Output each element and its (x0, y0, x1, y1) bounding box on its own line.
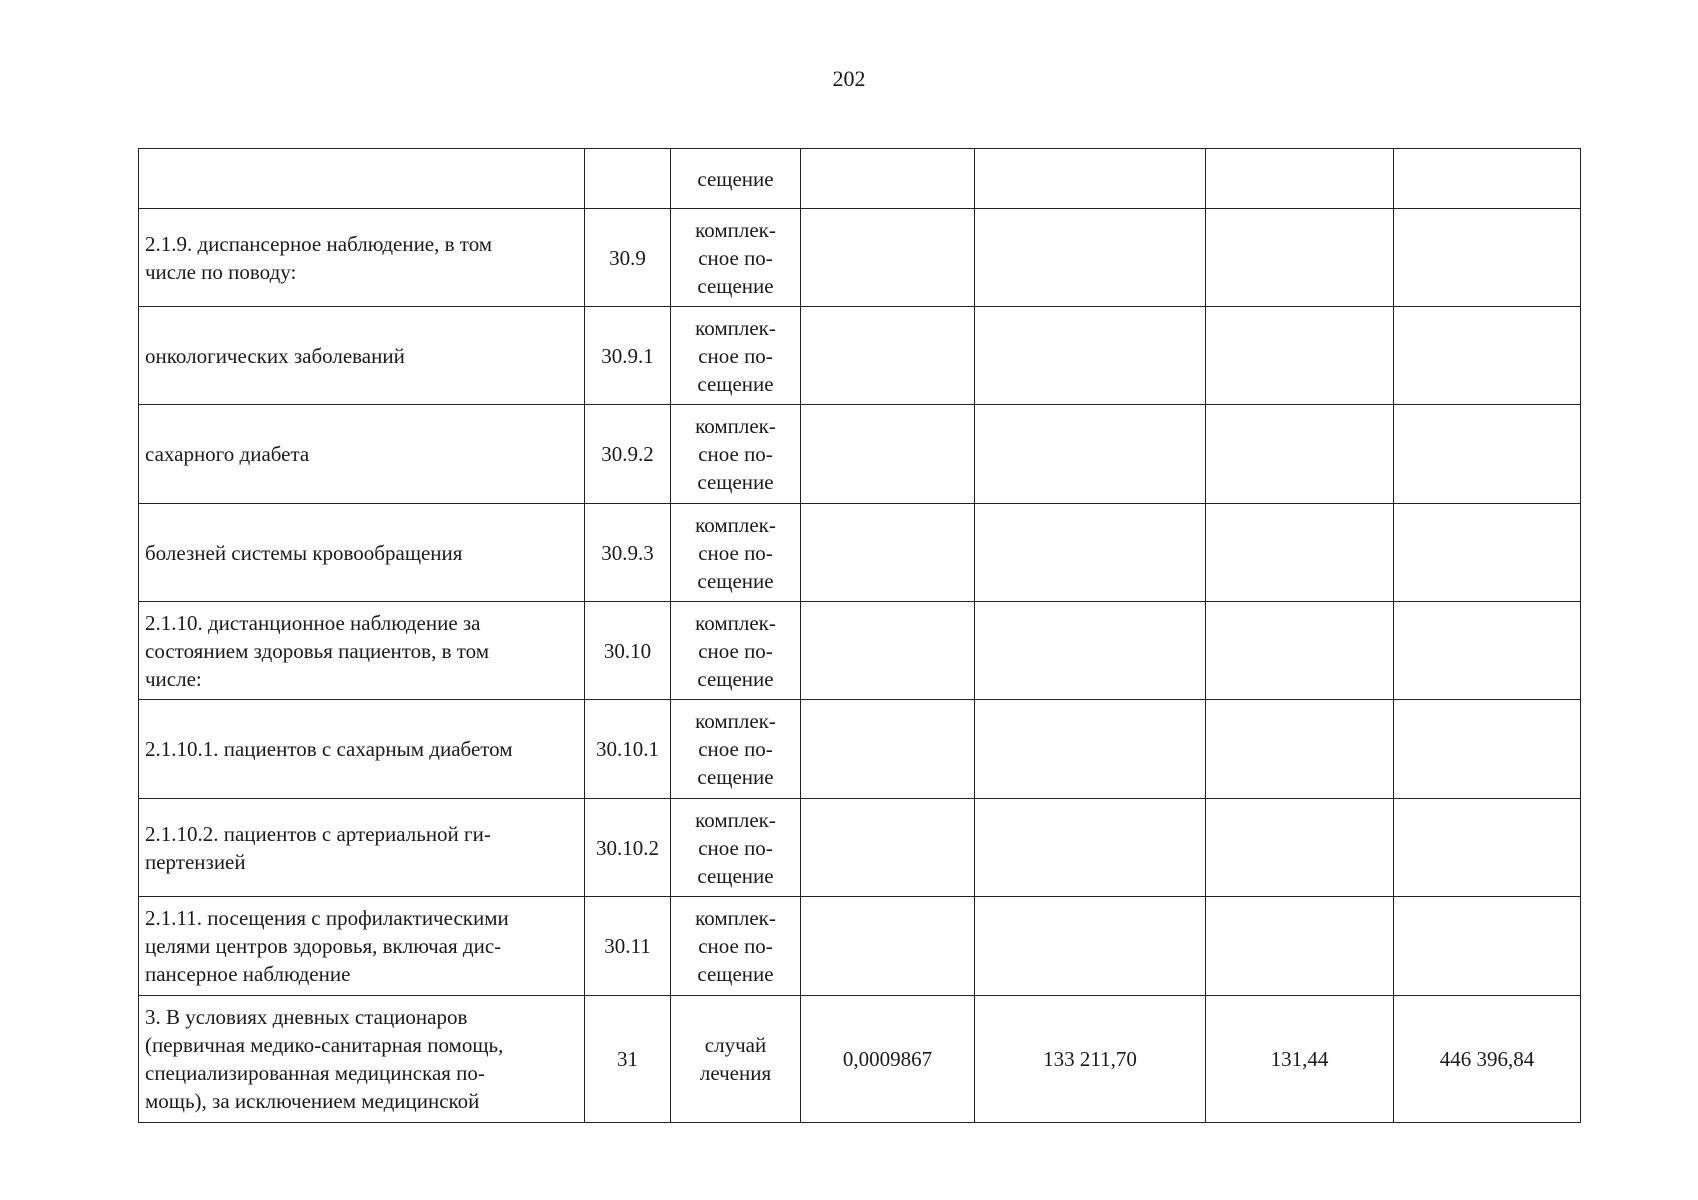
row-name-cell (139, 602, 585, 700)
row-code-cell: 30.9.1 (585, 307, 671, 405)
row-name-cell-line: 2.1.10.2. пациентов с артериальной ги- (145, 821, 491, 846)
table-row (139, 149, 1581, 209)
row-unit-cell-line: сещение (697, 666, 774, 691)
row-name-cell-line: 2.1.10. дистанционное наблюдение за (145, 610, 481, 635)
row-code-cell: 30.9.2 (585, 405, 671, 504)
row-unit-cell-line: сещение (697, 962, 774, 986)
row-name-cell (139, 307, 585, 405)
row-name-cell-line: (первичная медико-санитарная помощь, (145, 1033, 504, 1057)
row-value1-cell (801, 504, 975, 602)
table-row (139, 504, 1581, 602)
row-value4-cell: 446 396,84 (1394, 996, 1581, 1123)
row-value2-cell (975, 799, 1206, 897)
row-name-cell (139, 799, 585, 897)
row-unit-cell (671, 209, 801, 307)
row-value1-cell (801, 405, 975, 504)
row-name-cell (139, 209, 585, 307)
row-code-cell: 30.10 (585, 602, 671, 700)
row-value1-cell (801, 799, 975, 897)
row-value3-cell (1206, 405, 1394, 504)
row-code-cell: 30.10.1 (585, 700, 671, 799)
row-value2-cell (975, 897, 1206, 996)
row-unit-cell (671, 149, 801, 209)
table-row (139, 799, 1581, 897)
page-number: 202 (832, 66, 866, 91)
row-unit-cell-line: сещение (697, 166, 774, 191)
row-code-cell: 30.11 (585, 897, 671, 996)
row-value4-cell (1394, 405, 1581, 504)
table-row (139, 209, 1581, 307)
row-value2-cell (975, 149, 1206, 209)
row-code-cell: 30.10.2 (585, 799, 671, 897)
row-name-cell-line: 2.1.11. посещения с профилактическими (145, 906, 509, 930)
row-value2-cell (975, 405, 1206, 504)
row-name-cell (139, 405, 585, 504)
row-unit-cell-line: сещение (697, 568, 774, 593)
row-value3-cell (1206, 149, 1394, 209)
row-unit-cell-line: сещение (697, 863, 774, 888)
row-name-cell-line: онкологических заболеваний (145, 343, 405, 368)
row-value1-cell (801, 149, 975, 209)
row-unit-cell-line: комплек- (695, 709, 776, 733)
row-name-cell (139, 149, 585, 209)
row-value4-cell (1394, 700, 1581, 799)
row-value3-cell (1206, 799, 1394, 897)
row-name-cell-line: сахарного диабета (145, 442, 310, 466)
row-value2-cell: 133 211,70 (975, 996, 1206, 1123)
row-unit-cell-line: комплек- (695, 512, 776, 537)
row-unit-cell-line: сещение (697, 273, 774, 298)
row-name-cell-line: мощь), за исключением медицинской (145, 1089, 480, 1113)
row-name-cell-line: болезней системы кровообращения (145, 540, 463, 565)
row-unit-cell-line: комплек- (695, 217, 776, 242)
row-name-cell-line: пертензией (145, 849, 246, 874)
row-value4-cell (1394, 307, 1581, 405)
row-unit-cell-line: сное по- (698, 245, 773, 270)
row-value3-cell: 131,44 (1206, 996, 1394, 1123)
row-value2-cell (975, 700, 1206, 799)
row-unit-cell-line: комплек- (695, 610, 776, 635)
row-name-cell-line: специализированная медицинская по- (145, 1061, 485, 1085)
row-unit-cell-line: комплек- (695, 906, 776, 930)
row-unit-cell (671, 897, 801, 996)
row-name-cell (139, 996, 585, 1123)
row-value1-cell: 0,0009867 (801, 996, 975, 1123)
row-name-cell-line: состоянием здоровья пациентов, в том (145, 638, 490, 663)
row-code-cell: 31 (585, 996, 671, 1123)
row-name-cell-line: 2.1.10.1. пациентов с сахарным диабетом (145, 737, 513, 761)
row-value1-cell (801, 602, 975, 700)
data-table (138, 148, 1581, 1123)
table-row (139, 602, 1581, 700)
row-value2-cell (975, 504, 1206, 602)
row-code-cell: 30.9.3 (585, 504, 671, 602)
row-name-cell (139, 700, 585, 799)
row-value4-cell (1394, 209, 1581, 307)
row-name-cell-line: 3. В условиях дневных стационаров (145, 1005, 468, 1029)
row-value4-cell (1394, 602, 1581, 700)
row-unit-cell (671, 799, 801, 897)
row-unit-cell-line: сное по- (698, 540, 773, 565)
row-unit-cell-line: комплек- (695, 807, 776, 832)
table-row (139, 307, 1581, 405)
row-name-cell-line: пансерное наблюдение (145, 962, 351, 986)
row-value2-cell (975, 307, 1206, 405)
row-value2-cell (975, 602, 1206, 700)
row-value3-cell (1206, 602, 1394, 700)
row-unit-cell-line: сное по- (698, 343, 773, 368)
row-unit-cell (671, 602, 801, 700)
row-unit-cell-line: сное по- (698, 638, 773, 663)
row-value4-cell (1394, 504, 1581, 602)
table-row (139, 700, 1581, 799)
row-unit-cell-line: сещение (697, 765, 774, 789)
row-unit-cell-line: сное по- (698, 835, 773, 860)
row-unit-cell-line: сное по- (698, 934, 773, 958)
row-unit-cell-line: сное по- (698, 442, 773, 466)
row-code-cell: 30.9 (585, 209, 671, 307)
row-unit-cell-line: сное по- (698, 737, 773, 761)
row-unit-cell (671, 700, 801, 799)
row-value2-cell (975, 209, 1206, 307)
table-row (139, 405, 1581, 504)
row-value3-cell (1206, 209, 1394, 307)
row-name-cell-line: целями центров здоровья, включая дис- (145, 934, 502, 958)
row-value3-cell (1206, 504, 1394, 602)
row-unit-cell-line: комплек- (695, 414, 776, 438)
row-name-cell (139, 504, 585, 602)
row-value3-cell (1206, 700, 1394, 799)
row-unit-cell-line: комплек- (695, 315, 776, 340)
row-code-cell (585, 149, 671, 209)
row-unit-cell-line: сещение (697, 470, 774, 494)
row-name-cell-line: числе по поводу: (145, 259, 297, 284)
row-value3-cell (1206, 897, 1394, 996)
row-unit-cell-line: сещение (697, 371, 774, 396)
row-value3-cell (1206, 307, 1394, 405)
row-value4-cell (1394, 149, 1581, 209)
row-value4-cell (1394, 799, 1581, 897)
row-unit-cell (671, 307, 801, 405)
table-row (139, 897, 1581, 996)
row-unit-cell (671, 504, 801, 602)
row-value1-cell (801, 209, 975, 307)
row-value1-cell (801, 700, 975, 799)
row-name-cell-line: 2.1.9. диспансерное наблюдение, в том (145, 231, 493, 256)
row-unit-cell-line: случай (704, 1033, 767, 1057)
row-name-cell-line: числе: (145, 666, 202, 691)
row-name-cell (139, 897, 585, 996)
row-unit-cell (671, 405, 801, 504)
row-value4-cell (1394, 897, 1581, 996)
row-value1-cell (801, 897, 975, 996)
row-unit-cell-line: лечения (699, 1061, 772, 1085)
table-row (139, 996, 1581, 1123)
row-unit-cell (671, 996, 801, 1123)
row-value1-cell (801, 307, 975, 405)
